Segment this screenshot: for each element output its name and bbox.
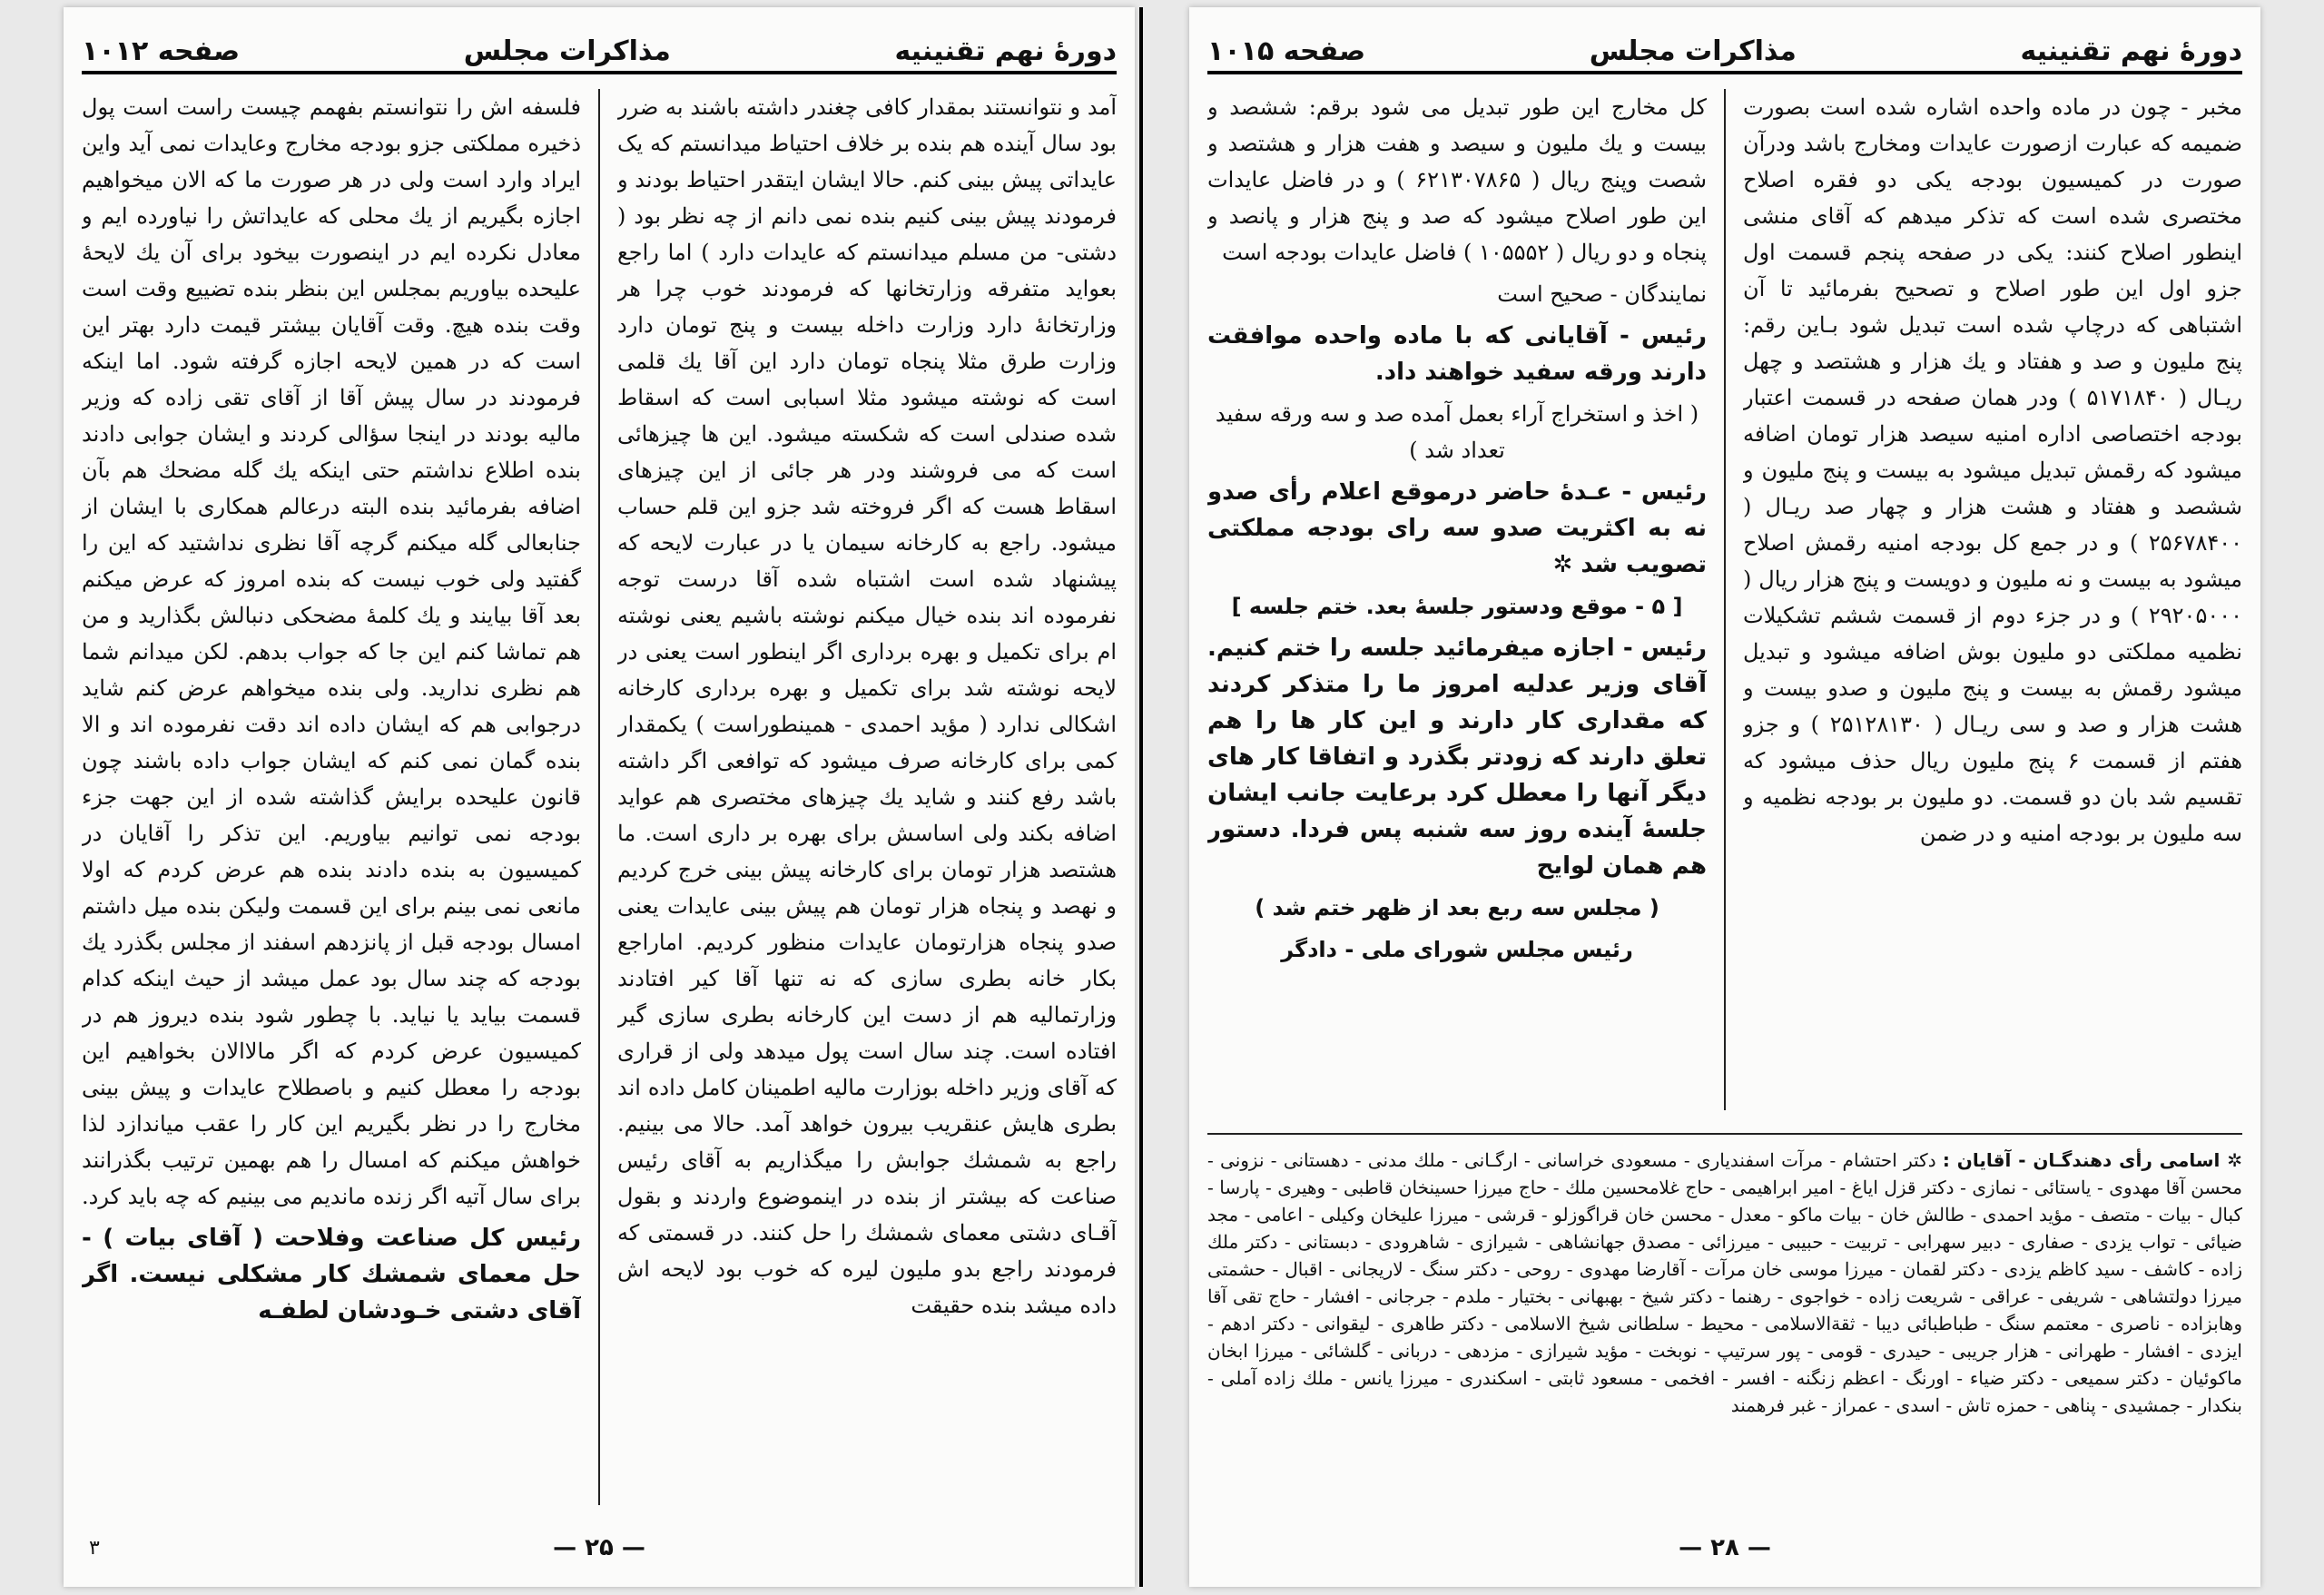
left-page bbox=[64, 7, 1135, 1587]
text-column-right bbox=[1743, 89, 2242, 1110]
paragraph: کل مخارج این طور تبدیل می شود برقم: ششصد و بیست و یك ملیون و سیصد و هفت هزار و هشتصد و شصت وپنج ریال ( ۶۲۱۳۰۷۸۶۵ ) و در فاضل عایدات این طور اصلاح میشود که صد و پنج هزار و پانصد و پنجاه و دو ریال ( ۱۰۵۵۵۲ ) فاضل عایدات بودجه است bbox=[1207, 94, 1707, 265]
section-heading: [ ۵ - موقع ودستور جلسهٔ بعد. ختم جلسه ] bbox=[1231, 594, 1683, 619]
header-page-number: صفحه ۱۰۱۵ bbox=[1207, 34, 1366, 67]
paragraph: نمایندگان - صحیح است bbox=[1497, 281, 1707, 307]
text-column-left bbox=[1207, 89, 1707, 1110]
text-column-left bbox=[82, 89, 581, 1505]
header-page-number: صفحه ۱۰۱۲ bbox=[82, 34, 241, 67]
paragraph: فلسفه اش را نتوانستم بفهمم چیست راست است پول ذخیره مملکتی جزو بودجه مخارج وعایدات نمی آید واین ایراد وارد است ولی در هر صورت ما که الان میخواهیم اجازه بگیریم از یك محلی که عایداتش را نیاورده ایم و معادل نکرده ایم در اینصورت بیخود برای آن یك لایحهٔ علیحده بیاوریم بمجلس این بنظر بنده تضییع وقت است وقت بنده هیچ. وقت آقایان بیشتر قیمت دارد بهتر این است که در همین لایحه اجازه گرفته شود. اما اینکه فرمودند در سال پیش آقا از آقای تقی زاده که وزیر مالیه بودند در اینجا سؤالی کردند و ایشان جوابی دادند بنده اطلاع نداشتم حتی اینکه یك گله مضحك هم بآن اضافه بفرمائید بنده البته درعالم همکاری با ایشان از جنابعالی گله میکنم گرچه آقا نظری نداشتید که این را گفتید ولی خوب نیست که بنده امروز که عرض میکنم بعد آقا بیایند و یك کلمهٔ مضحکی دنبالش بگذارید و من هم تماشا کنم این جا که جواب بدهم. لکن میدانم شما هم نظری ندارید. ولی بنده میخواهم عرض کنم شاید درجوابی هم که ایشان داده اند دقت نفرموده اند و الا بنده گمان نمی کنم که ایشان جواب داده باشند چون قانون علیحده برایش گذاشته شده از این جهت جزء بودجه نمی توانیم بیاوریم. این تذکر را آقایان در کمیسیون به بنده دادند بنده هم عرض کردم که اولا مانعی نمی بینم برای این قسمت ولیکن بنده میل داشتم امسال بودجه قبل از پانزدهم اسفند از مجلس بگذرد یك بودجه که چند سال بود عمل میشد از حیث اینکه کدام قسمت بیاید یا نیاید. با چطور شود بنده دیروز هم در کمیسیون عرض کردم که اگر مالاالان بخواهیم این بودجه را معطل کنیم و باصطلاح عایدات و پیش بینی مخارج را در نظر بگیریم این کار را عقب میاندازد لذا خواهش میکنم که امسال را هم بهمین ترتیب بگذرانند برای سال آتیه اگر زنده ماندیم می بینیم که چه باید کرد. bbox=[82, 94, 581, 1209]
text-column-right bbox=[617, 89, 1117, 1505]
page-footer-number: — ۲۵ — bbox=[553, 1534, 645, 1561]
right-page bbox=[1189, 7, 2260, 1587]
signature-line: رئیس مجلس شورای ملی - دادگر bbox=[1281, 937, 1633, 962]
note-paragraph: ( مجلس سه ربع بعد از ظهر ختم شد ) bbox=[1255, 895, 1659, 921]
header-title: مذاکرات مجلس bbox=[463, 34, 671, 67]
voters-footnote bbox=[1207, 1147, 2242, 1519]
speaker-paragraph: رئیس - عـدهٔ حاضر درموقع اعلام رأی صدو نه به اکثریت صدو سه رای بودجه مملکتی تصویب شد ✲ bbox=[1207, 478, 1707, 578]
paragraph: آمد و نتوانستند بمقدار کافی چغندر داشته باشند به ضرر بود سال آینده هم بنده بر خلاف احتیاط میدانستم که یک عایداتی پیش بینی کنم. حالا ایشان ایتقدر احتیاط بودند و فرمودند پیش بینی کنیم بنده نمی دانم از چه نظر بود ( دشتی- من مسلم میدانستم که عایدات دارد ) اما راجع بعواید متفرقه وزارتخانها که فرمودند خوب چرا هر وزارتخانهٔ دارد وزارت داخله بیست و پنج تومان دارد وزارت طرق مثلا پنجاه تومان دارد این آقا یك قلمی است که نوشته میشود مثلا اسبابی است که اسقاط شده صندلی است که شکسته میشود. این ها چیزهائی است که می فروشند ودر هر جائی از این چیزهای اسقاط هست که اگر فروخته شد جزو این قلم حساب میشود. راجع به کارخانه سیمان یا در عبارت لایحه که پیشنهاد شده است اشتباه شده آقا درست توجه نفرموده اند بنده خیال میکنم نوشته باشیم یعنی نوشته ام برای تکمیل و بهره برداری اگر اینطور است یعنی در لایحه نوشته شد برای تکمیل و بهره برداری کارخانه اشکالی ندارد ( مؤید احمدی - همینطوراست ) یکمقدار کمی برای کارخانه صرف میشود که توافعی اگر داشته باشد رفع کنند و شاید یك چیزهای مختصری هم عواید اضافه بکند ولی اساسش برای بهره بر داری است. ما هشتصد هزار تومان برای کارخانه پیش بینی خرج کردیم و نهصد و پنجاه هزار تومان هم پیش بینی عایدات یعنی صدو پنجاه هزارتومان عایدات منظور کردیم. اماراجع بکار خانه بطری سازی که نه تنها آقا کیر افتادند وزارتمالیه هم از دست این کارخانه بطری سازی گیر افتاده است. چند سال است پول میدهد ولی از قراری که آقای وزیر داخله بوزارت مالیه اطمینان کامل داده اند بطری هایش عنقریب بیرون خواهد آمد. حالا می بینیم. راجع به شمشك جوابش را میگذاریم به آقای رئیس صناعت که بیشتر از بنده در اینموضوع واردند و بقول آقـای دشتی معمای شمشك را حل کنند. در قسمتی که فرمودند راجع بدو ملیون لیره که خوب بود لایحه اش داده میشد بنده حقیقت bbox=[617, 94, 1117, 1318]
page-header bbox=[1207, 31, 2242, 74]
gutter-divider bbox=[1139, 7, 1143, 1587]
header-session: دورهٔ نهم تقنینیه bbox=[2020, 34, 2242, 67]
page-header bbox=[82, 31, 1117, 74]
page-footer-number: — ۲۸ — bbox=[1679, 1534, 1771, 1561]
footnote-separator bbox=[1207, 1133, 2242, 1135]
header-session: دورهٔ نهم تقنینیه bbox=[894, 34, 1117, 67]
paragraph: مخبر - چون در ماده واحده اشاره شده است بصورت ضمیمه که عبارت ازصورت عایدات ومخارج باشد ودرآن صورت در کمیسیون بودجه یکی دو فقره اصلاح مختصری شده است که تذکر میدهم که آقای منشی اینطور اصلاح کنند: یکی در صفحه پنجم قسمت اول جزو اول این طور اصلاح و تصحیح بفرمائید تا آن اشتباهی که درچاپ شده است تبدیل شود بـاین رقم: پنج ملیون و صد و هفتاد و یك هزار و هشتصد و چهل ریـال ( ۵۱۷۱۸۴۰ ) ودر همان صفحه در قسمت اعتبار بودجه اختصاصی اداره امنیه سیصد هزار تومان اضافه میشود که رقمش تبدیل میشود به بیست و پنج ملیون و ششصد و هفتاد و هشت هزار و چهار صد ریـال ( ۲۵۶۷۸۴۰۰ ) و در جمع کل بودجه امنیه رقمش اصلاح میشود به بیست و نه ملیون و دویست و پنج هزار ریال ( ۲۹۲۰۵۰۰۰ ) و در جزء دوم از قسمت ششم تشکیلات نظمیه مملکتی دو ملیون بوش اضافه میشود و تبدیل میشود رقمش به بیست و پنج ملیون و صدو بیست و هشت هزار و صد و سی ریـال ( ۲۵۱۲۸۱۳۰ ) و جزو هفتم از قسمت ۶ پنج ملیون ریال حذف میشود که تقسیم شد بان دو قسمت. دو ملیون بر بودجه نظمیه و سه ملیون بر بودجه امنیه و در ضمن bbox=[1743, 94, 2242, 846]
column-divider bbox=[598, 89, 600, 1505]
voters-title: ✲ اسامی رأی دهندگـان - آقایان : bbox=[1942, 1149, 2242, 1171]
note-paragraph: ( اخذ و استخراج آراء بعمل آمده صد و سه ورقه سفید تعداد شد ) bbox=[1215, 401, 1699, 463]
speaker-paragraph: رئیس کل صناعت وفلاحت ( آقای بیات ) - حل معمای شمشك کار مشکلی نیست. اگر آقای دشتی خـودشان لطفـه bbox=[82, 1225, 581, 1324]
speaker-paragraph: رئیس - آقایانی که با ماده واحده موافقت دارند ورقه سفید خواهند داد. bbox=[1207, 322, 1707, 386]
corner-mark: ۳ bbox=[89, 1537, 100, 1560]
speaker-paragraph: رئیس - اجازه میفرمائید جلسه را ختم کنیم. آقای وزیر عدلیه امروز ما را متذکر کردند که مقداری کار دارند و این کار ها را هم تعلق دارند که زودتر بگذرد و اتفاقا کار های دیگر آنها را معطل کرد برعایت جانب ایشان جلسهٔ آینده روز سه شنبه پس فردا. دستور هم همان لوایح bbox=[1207, 635, 1707, 880]
header-title: مذاکرات مجلس bbox=[1589, 34, 1797, 67]
voters-list: دکتر احتشام - مرآت اسفندیاری - مسعودی خراسانی - ارگـانی - ملك مدنی - دهستانی - نزونی - محسن آقا مهدوی - یاستائی - نمازی - دکتر قزل ایاغ - امیر ابراهیمی - حاج غلامحسین ملك - حاج میرزا حسینخان قاطبی - وهیری - پارسا - کبال - بیات - متصف - مؤید احمدی - طالش خان - بیات ماکو - معدل - محسن خان قراگوزلو - قرشی - میرزا علیخان وکیلی - اعامی - مجد ضیائی - تواب یزدی - صفاری - دبیر سهرابی - تربیت - حبیبی - میرزائی - مصدق جهانشاهی - شیرازی - شاهرودی - دبستانی - دکتر ملك زاده - کاشف - سید کاظم یزدی - دکتر لقمان - میرزا موسی خان مرآت - آقارضا مهدوی - روحی - دکتر سنگ - لاریجانی - اقبال - حشمتی میرزا دولتشاهی - شریفی - عراقی - شریعت زاده - خواجوی - رهنما - دکتر شیخ - بهبهانی - بختیار - ملدم - جرجانی - افشار - حاج تقی آقا وهابزاده - ناصری - معتمم سنگ - طباطبائی دیبا - ثقةالاسلامی - محیط - سلطانی شیخ الاسلامی - دکتر طاهری - لیقوانی - دکتر ادهم - ایزدی - افشار - طهرانی - هزار جریبی - حیدری - قومی - پور سرتیپ - نوبخت - مؤید شیرازی - مزدهی - دربانی - گلشائی - میرزا ابخان ماکوئیان - دکتر سمیعی - دکتر ضیاء - اورنگ - اعظم زنگنه - افسر - افخمی - مسعود ثابتی - اسکندری - میرزا یانس - ملك زاده آملی - بنکدار - جمشیدی - پناهی - حمزه تاش - اسدی - عمراز - غبر فرهمند bbox=[1207, 1149, 2242, 1416]
column-divider bbox=[1724, 89, 1726, 1110]
